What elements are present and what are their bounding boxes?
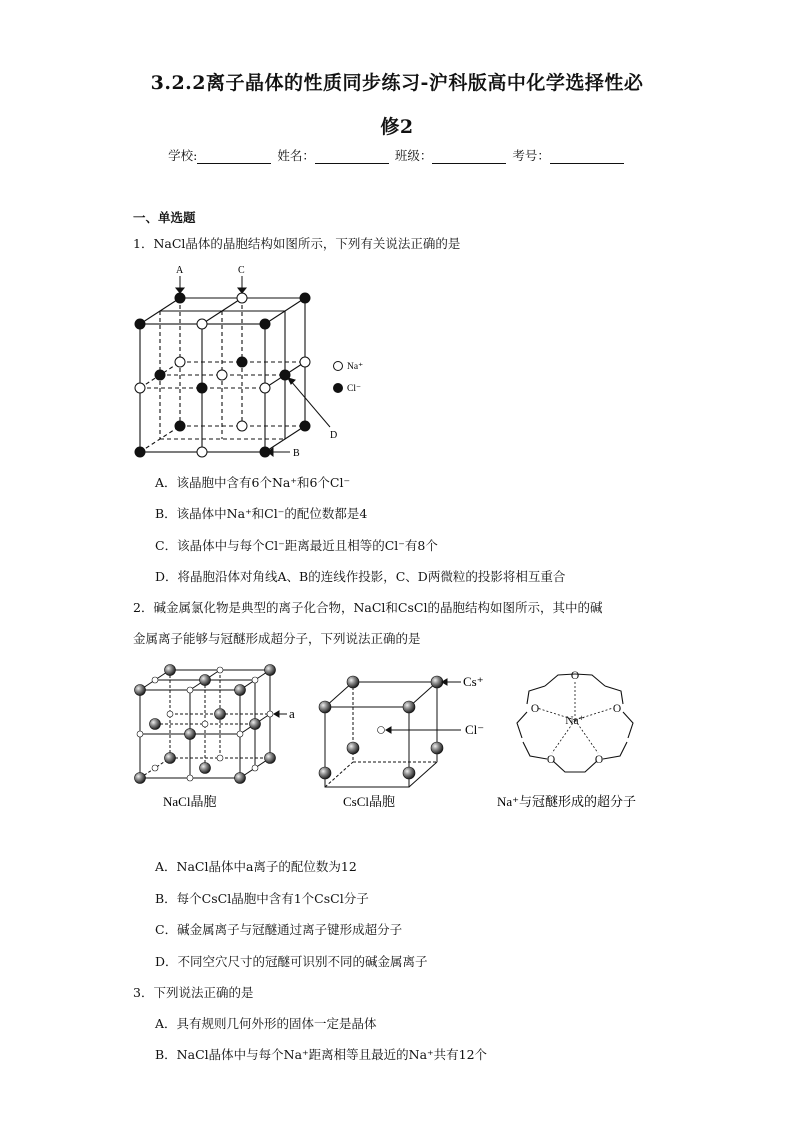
crown-caption: Na⁺与冠醚形成的超分子 xyxy=(497,794,637,809)
exam-number-blank[interactable] xyxy=(550,149,624,164)
cs-label: Cs⁺ xyxy=(463,674,484,689)
crown-o-bottom-left: O xyxy=(546,754,556,766)
legend-cl-marker xyxy=(334,384,343,393)
exam-number-label: 考号： xyxy=(512,148,550,163)
q2-stem-line-1: 2．碱金属氯化物是典型的离子化合物，NaCl和CsCl的晶胞结构如图所示，其中的碱 xyxy=(133,600,603,615)
q1-option-c[interactable]: C．该晶体中与每个Cl⁻距离最近且相等的Cl⁻有8个 xyxy=(155,538,438,553)
label-a-ion: a xyxy=(289,706,295,721)
label-a: A xyxy=(176,265,184,276)
class-label: 班级： xyxy=(394,148,433,163)
crown-o-top: O xyxy=(570,670,580,682)
title-line-2: 修2 xyxy=(380,116,414,138)
school-blank[interactable] xyxy=(197,149,271,164)
student-info-row xyxy=(0,146,794,164)
q1-option-b[interactable]: B．该晶体中Na⁺和Cl⁻的配位数都是4 xyxy=(155,506,368,521)
title-line-1: 3.2.2离子晶体的性质同步练习-沪科版高中化学选择性必 xyxy=(150,72,644,94)
q3-option-a[interactable]: A．具有规则几何外形的固体一定是晶体 xyxy=(155,1016,377,1031)
legend-cl-label: Cl⁻ xyxy=(347,384,361,394)
crown-o-right: O xyxy=(612,703,622,715)
name-label: 姓名： xyxy=(277,148,315,163)
q3-stem: 3．下列说法正确的是 xyxy=(133,985,254,1000)
name-blank[interactable] xyxy=(315,149,389,164)
q1-nacl-cell-figure xyxy=(125,262,365,462)
section-heading: 一、单选题 xyxy=(133,210,196,225)
label-b: B xyxy=(293,448,300,459)
q2-option-b[interactable]: B．每个CsCl晶胞中含有1个CsCl分子 xyxy=(155,891,369,906)
q2-stem-line-2: 金属离子能够与冠醚形成超分子，下列说法正确的是 xyxy=(133,631,421,646)
nacl-caption: NaCl晶胞 xyxy=(163,794,217,809)
crown-o-left: O xyxy=(530,703,540,715)
class-blank[interactable] xyxy=(432,149,506,164)
q2-figure xyxy=(125,660,675,820)
cscl-caption: CsCl晶胞 xyxy=(343,794,396,809)
cl-label: Cl⁻ xyxy=(465,722,485,737)
school-label: 学校: xyxy=(168,148,198,163)
q1-stem: 1．NaCl晶体的晶胞结构如图所示，下列有关说法正确的是 xyxy=(133,236,461,251)
label-d: D xyxy=(330,430,338,441)
q1-option-a[interactable]: A．该晶胞中含有6个Na⁺和6个Cl⁻ xyxy=(155,475,351,490)
crown-na-center: Na⁺ xyxy=(565,715,585,727)
q2-option-c[interactable]: C．碱金属离子与冠醚通过离子键形成超分子 xyxy=(155,922,403,937)
label-c: C xyxy=(238,265,245,276)
crown-o-bottom-right: O xyxy=(594,754,604,766)
legend-na-marker xyxy=(334,362,343,371)
legend-na-label: Na⁺ xyxy=(347,362,364,372)
q2-option-a[interactable]: A．NaCl晶体中a离子的配位数为12 xyxy=(155,859,357,874)
q2-option-d[interactable]: D．不同空穴尺寸的冠醚可识别不同的碱金属离子 xyxy=(155,954,428,969)
q1-option-d[interactable]: D．将晶胞沿体对角线A、B的连线作投影，C、D两微粒的投影将相互重合 xyxy=(155,569,566,584)
q3-option-b[interactable]: B．NaCl晶体中与每个Na⁺距离相等且最近的Na⁺共有12个 xyxy=(155,1047,488,1062)
